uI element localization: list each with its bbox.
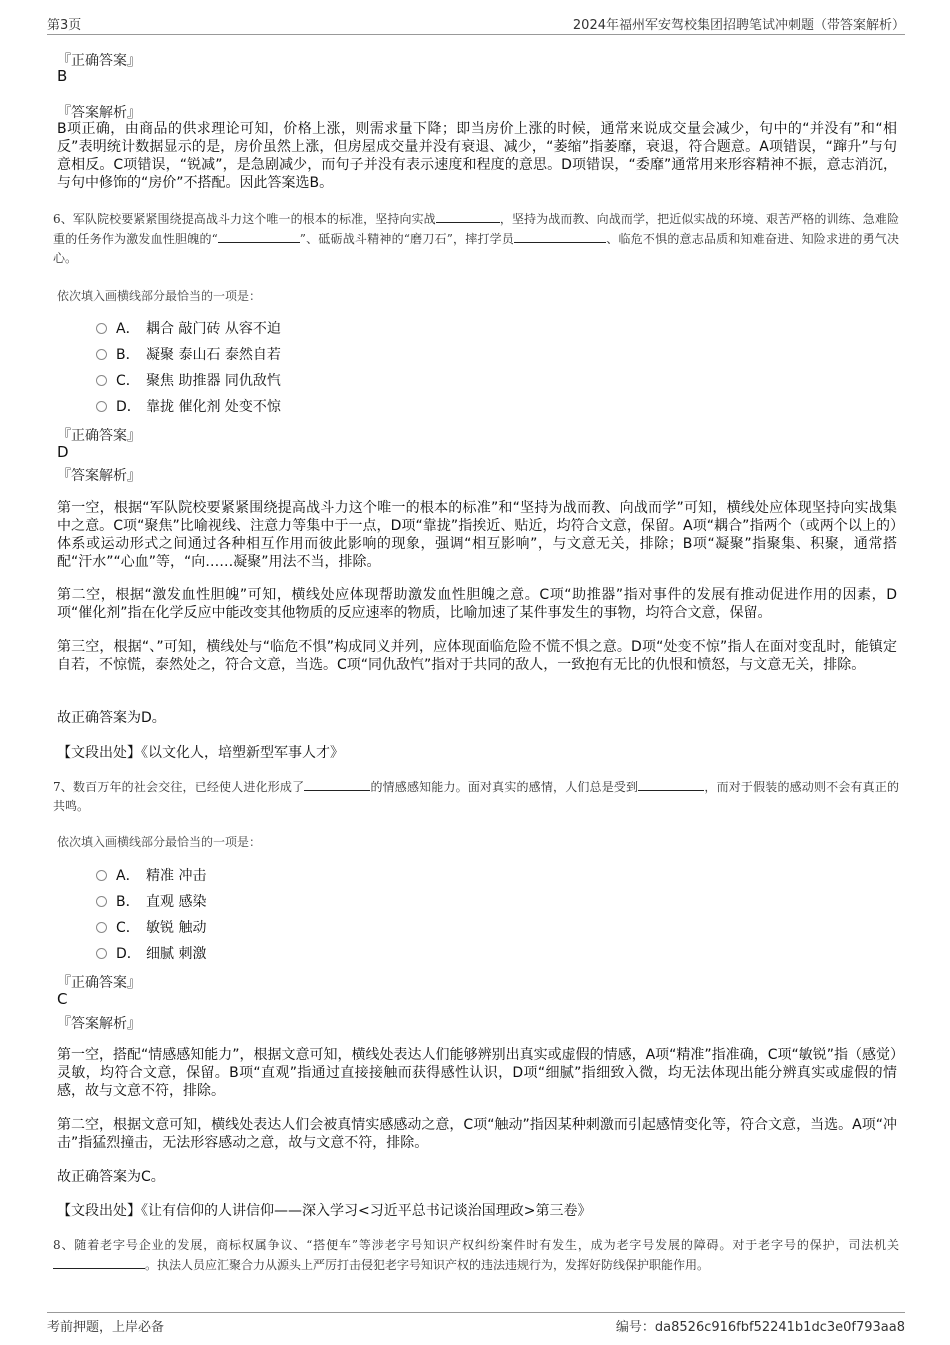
q7-blank-1	[304, 777, 370, 791]
q5-analysis-paragraph: B项正确，由商品的供求理论可知，价格上涨，则需求量下降；即当房价上涨的时候，通常来说成交量会减少，句中的“并没有”和“相反”表明统计数据显示的是，房价虽然上涨，但房屋成交量并没有衰退、减少，“萎缩”指萎靡，衰退，符合题意。A项错误，“蹿升”与句意相反。C项错误，“锐减”，是急剧减少，而句子并没有表示速度和程度的意思。D项错误，“委靡”通常用来形容精神不振，意志消沉，与句中修饰的“房价”不搭配。因此答案选B。	[57, 121, 897, 191]
q6-analysis-paragraph-1: 第一空，根据“军队院校要紧紧围绕提高战斗力这个唯一的根本的标准”和“坚持为战而教、向战而学”可知，横线处应体现坚持向实战集中之意。C项“聚焦”比喻视线、注意力等集中于一点，D项“靠拢”指挨近、贴近，均符合文意，保留。A项“耦合”指两个（或两个以上的）体系或运动形式之间通过各种相互作用而彼此影响的现象，强调“相互影响”，与文意无关，排除；B项“凝聚”指聚集、积聚，通常搭配“汗水”“心血”等，“向……凝聚”用法不当，排除。	[57, 500, 897, 570]
q7-stem: 7、数百万年的社会交往，已经使人进化形成了 的情感感知能力。面对真实的感情，人们总是受到 ，而对于假装的感动则不会有真正的共鸣。	[53, 777, 899, 816]
q6-blank-1	[436, 209, 500, 223]
page-number: 第3页	[47, 18, 82, 33]
q7-answer: C	[57, 990, 68, 1008]
page-header	[47, 14, 905, 35]
q6-source: 【文段出处】《以文化人，培塑新型军事人才》	[57, 745, 344, 761]
q8-blank-1	[53, 1255, 145, 1269]
q7-source: 【文段出处】《让有信仰的人讲信仰——深入学习<习近平总书记谈治国理政>第三卷》	[57, 1203, 592, 1219]
q6-option-d[interactable]: D． 靠拢 催化剂 处变不惊	[96, 397, 281, 417]
page-footer	[47, 1312, 905, 1335]
q8-stem: 8、随着老字号企业的发展，商标权属争议、“搭便车”等涉老字号知识产权纠纷案件时有发生，成为老字号发展的障碍。对于老字号的保护，司法机关。执法人员应汇聚合力从源头上严厉打击侵犯老字号知识产权的违法违规行为，发挥好防线保护职能作用。	[53, 1238, 899, 1272]
correct-answer-label: 『正确答案』	[57, 975, 141, 991]
radio-icon[interactable]	[96, 896, 107, 907]
q6-answer: D	[57, 443, 69, 461]
radio-icon[interactable]	[96, 870, 107, 881]
radio-icon[interactable]	[96, 948, 107, 959]
q6-stem: 6、军队院校要紧紧围绕提高战斗力这个唯一的根本的标准，坚持向实战 ，坚持为战而教、向战而学，把近似实战的环境、艰苦严格的训练、急难险重的任务作为激发血性胆魄的“ ”、砥砺战斗精神的“磨刀石”，摔打学员 、临危不惧的意志品质和知难奋进、知险求进的勇气决心。	[53, 209, 899, 268]
q6-option-c[interactable]: C． 聚焦 助推器 同仇敌忾	[96, 371, 281, 391]
q7-hint: 依次填入画横线部分最恰当的一项是：	[57, 835, 262, 849]
radio-icon[interactable]	[96, 401, 107, 412]
q7-analysis-paragraph-2: 第二空，根据文意可知，横线处表达人们会被真情实感感动之意，C项“触动”指因某种刺激而引起感情变化等，符合文意，当选。A项“冲击”指猛烈撞击，无法形容感动之意，故与文意不符，排除。	[57, 1117, 897, 1151]
document-title: 2024年福州军安驾校集团招聘笔试冲刺题（带答案解析）	[572, 18, 905, 33]
analysis-label: 『答案解析』	[57, 105, 141, 121]
correct-answer-label: 『正确答案』	[57, 53, 141, 69]
q6-analysis-paragraph-2: 第二空，根据“激发血性胆魄”可知，横线处应体现帮助激发血性胆魄之意。C项“助推器”指对事件的发展有推动促进作用的因素，D项“催化剂”指在化学反应中能改变其他物质的反应速率的物质，比喻加速了某件事发生的事物，均符合文意，保留。	[57, 587, 897, 621]
q5-answer: B	[57, 67, 68, 85]
analysis-label: 『答案解析』	[57, 468, 141, 484]
q6-analysis-paragraph-3: 第三空，根据“、”可知，横线处与“临危不惧”构成同义并列，应体现面临危险不慌不惧之意。D项“处变不惊”指人在面对变乱时，能镇定自若，不惊慌，泰然处之，符合文意，当选。C项“同仇敌忾”指对于共同的敌人，一致抱有无比的仇恨和愤怒，与文意无关，排除。	[57, 639, 897, 673]
document-code: 编号：da8526c916fbf52241b1dc3e0f793aa8	[615, 1320, 905, 1335]
q7-option-c[interactable]: C． 敏锐 触动	[96, 918, 206, 938]
q6-hint: 依次填入画横线部分最恰当的一项是：	[57, 289, 262, 303]
q7-blank-2	[638, 777, 704, 791]
q6-conclusion: 故正确答案为D。	[57, 710, 166, 726]
q7-analysis-paragraph-1: 第一空，搭配“情感感知能力”，根据文意可知，横线处表达人们能够辨别出真实或虚假的情感，A项“精准”指准确，C项“敏锐”指（感觉）灵敏，均符合文意，保留。B项“直观”指通过直接接触而获得感性认识，D项“细腻”指细致入微，均无法体现出能分辨真实或虚假的情感，故与文意不符，排除。	[57, 1047, 897, 1099]
q6-blank-3	[514, 229, 606, 243]
q7-option-d[interactable]: D． 细腻 刺激	[96, 944, 206, 964]
q7-conclusion: 故正确答案为C。	[57, 1169, 165, 1185]
q6-option-a[interactable]: A． 耦合 敲门砖 从容不迫	[96, 319, 281, 339]
q6-blank-2	[218, 229, 300, 243]
q6-option-b[interactable]: B． 凝聚 泰山石 泰然自若	[96, 345, 281, 365]
radio-icon[interactable]	[96, 922, 107, 933]
q7-option-b[interactable]: B． 直观 感染	[96, 892, 206, 912]
correct-answer-label: 『正确答案』	[57, 428, 141, 444]
radio-icon[interactable]	[96, 349, 107, 360]
footer-slogan: 考前押题，上岸必备	[47, 1320, 165, 1335]
radio-icon[interactable]	[96, 323, 107, 334]
q7-option-a[interactable]: A． 精准 冲击	[96, 866, 206, 886]
analysis-label: 『答案解析』	[57, 1016, 141, 1032]
radio-icon[interactable]	[96, 375, 107, 386]
